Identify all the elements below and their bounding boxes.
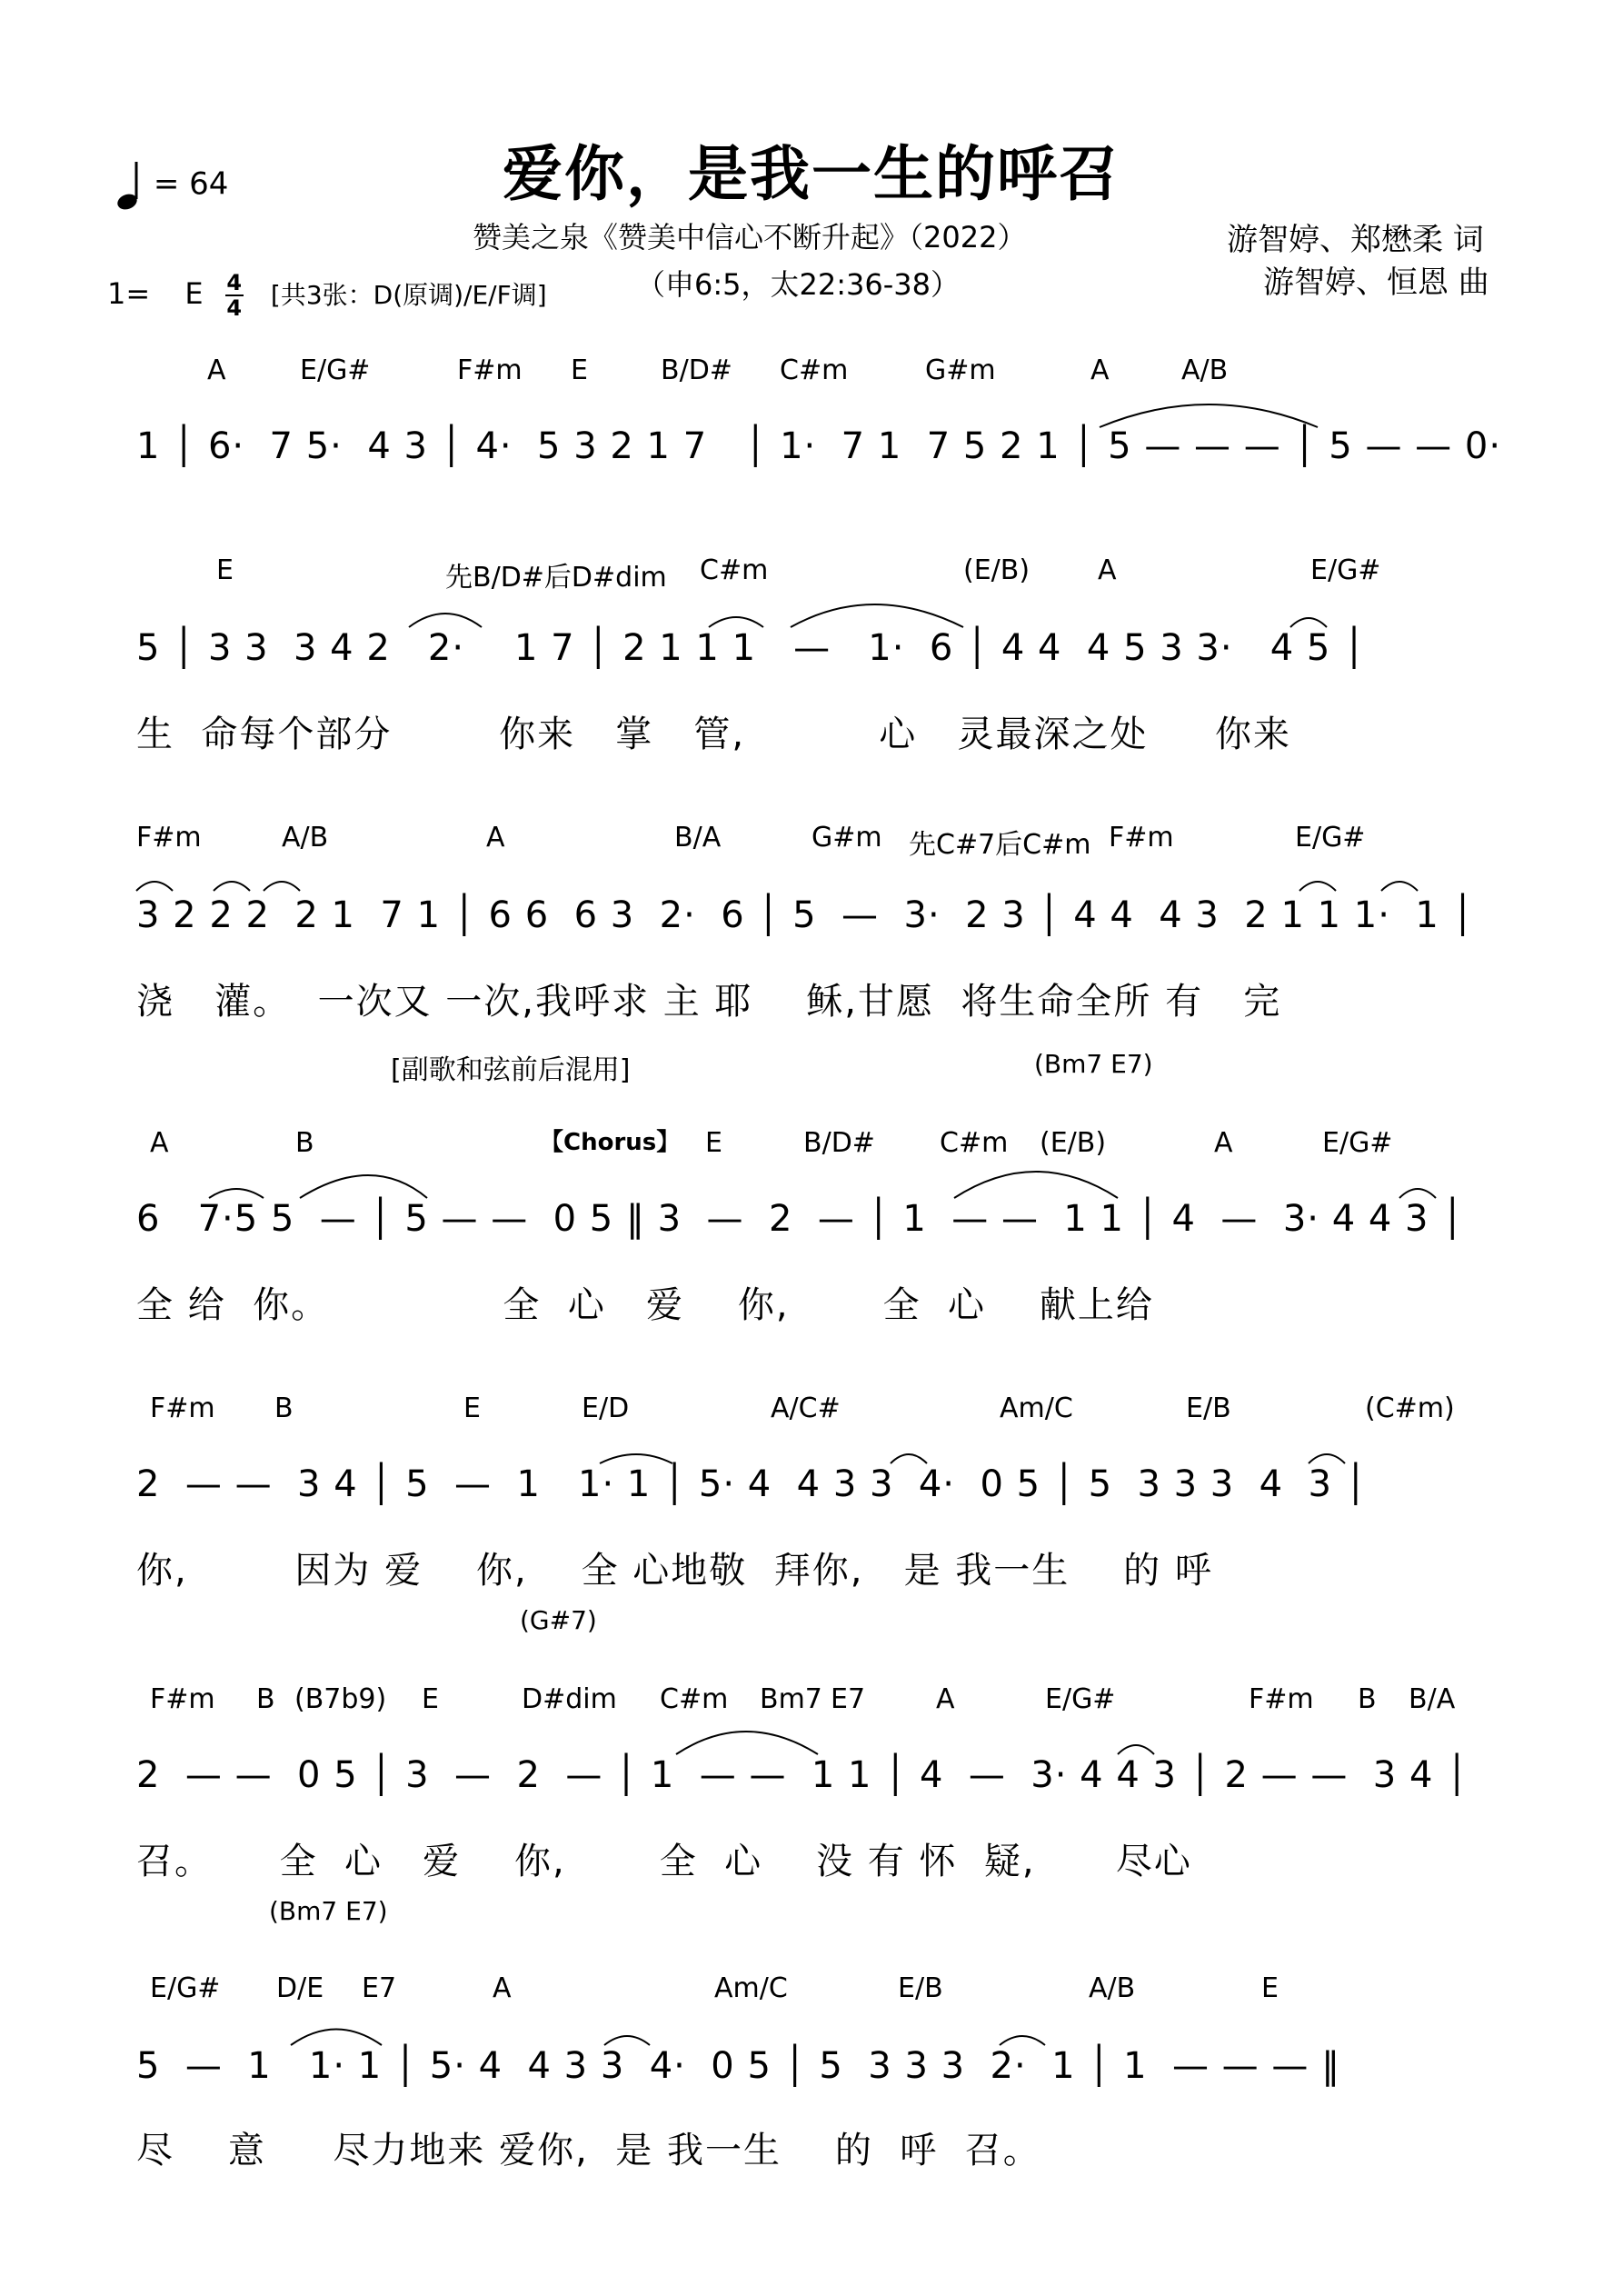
chord-symbol: A/B [1089, 1972, 1136, 2004]
notation-line: 6 7·5 5 — │ 5 — — 0 5 ‖ 3 — 2 — │ 1 — — 1 1 │ 4 — 3· 4 4 3 │ [136, 1198, 1465, 1240]
alternate-chords: (Bm7 E7) [269, 1896, 388, 1926]
chord-symbol: A [493, 1972, 512, 2004]
chorus-label: 【Chorus】 [540, 1129, 681, 1156]
chord-symbol: C#m [940, 1127, 1009, 1159]
chord-symbol: (E/B) [1040, 1127, 1107, 1159]
chord-symbol: (C#m) [1365, 1393, 1455, 1424]
album-info: 赞美之泉《赞美中信心不断升起》（2022） [473, 220, 1027, 255]
alternate-chords: (Bm7 E7) [1034, 1049, 1153, 1079]
song-title: 爱你，是我一生的呼召 [503, 139, 1120, 209]
chord-symbol: B [295, 1127, 314, 1159]
chord-symbol: F#m [457, 354, 523, 386]
chord-symbol: (E/B) [963, 554, 1031, 586]
chorus-chord-note: [副歌和弦前后混用] [391, 1054, 631, 1086]
chord-symbol: 先C#7后C#m [909, 829, 1091, 861]
slur-mark [600, 1454, 672, 1463]
quarter-note-icon [116, 160, 144, 211]
chord-symbol: Am/C [714, 1972, 788, 2004]
chord-symbol: E/G# [1295, 822, 1366, 854]
chord-symbol: E/G# [1310, 554, 1381, 586]
slur-mark [954, 1172, 1118, 1198]
lyrics-line: 你, 因为 爱 你, 全 心地敬 拜你, 是 我一生 的 呼 [136, 1550, 1213, 1592]
tempo-marking [116, 160, 228, 211]
chord-symbol: C#m [700, 554, 769, 586]
slur-mark [214, 882, 250, 891]
chord-symbol: E/G# [1322, 1127, 1393, 1159]
chord-symbol: C#m [660, 1683, 729, 1715]
chord-symbol: A/B [1181, 354, 1229, 386]
slur-mark [291, 2030, 382, 2046]
chord-symbol: G#m [812, 822, 882, 854]
slur-mark [1309, 1454, 1345, 1463]
slur-mark [1100, 404, 1318, 427]
slur-mark [209, 1189, 264, 1198]
slur-mark [1299, 882, 1336, 891]
chord-symbol: E/B [898, 1972, 943, 2004]
chord-symbol: E/G# [300, 354, 371, 386]
notation-line: 3 2 2 2 2 1 7 1 │ 6 6 6 3 2· 6 │ 5 — 3· 2 3 │ 4 4 4 3 2 1 1 1· 1 │ [136, 894, 1475, 936]
chord-symbol: B/D# [803, 1127, 875, 1159]
lyrics-line: 召。 全 心 爱 你, 全 心 没 有 怀 疑, 尽心 [136, 1841, 1192, 1882]
notation-line: 5 │ 3 3 3 4 2 2· 1 7 │ 2 1 1 1 — 1· 6 │ 4 4 4 5 3 3· 4 5 │ [136, 627, 1367, 669]
chord-symbol: A [1090, 354, 1110, 386]
slur-mark [791, 604, 963, 627]
chord-symbol: E/G# [1045, 1683, 1116, 1715]
chord-symbol: D#dim [522, 1683, 617, 1715]
alternate-chord: (G#7) [520, 1605, 597, 1635]
chord-symbol: A [207, 354, 226, 386]
chord-symbol: Bm7 [760, 1683, 822, 1715]
notation-line: 2 — — 0 5 │ 3 — 2 — │ 1 — — 1 1 │ 4 — 3· 4 4 3 │ 2 — — 3 4 │ [136, 1754, 1469, 1796]
chord-symbol: E/D [582, 1393, 630, 1424]
composer-credit: 游智婷、恒恩 曲 [1263, 265, 1489, 301]
slur-mark [891, 1454, 927, 1463]
slur-mark [1000, 2036, 1045, 2045]
chord-symbol: A [1214, 1127, 1233, 1159]
chord-symbol: F#m [150, 1393, 215, 1424]
chord-symbol: A [1098, 554, 1117, 586]
time-signature: $\frac{4}{4}$ [226, 270, 243, 321]
chord-symbol: F#m [1109, 822, 1174, 854]
chord-symbol: E [422, 1683, 439, 1715]
slur-mark [1290, 618, 1327, 627]
chord-symbol: E [705, 1127, 722, 1159]
chord-symbol: A [486, 822, 505, 854]
chord-symbol: E7 [362, 1972, 397, 2004]
chord-symbol: E/G# [150, 1972, 221, 2004]
chord-symbol: A/B [282, 822, 329, 854]
chord-symbol: F#m [150, 1683, 215, 1715]
chord-symbol: E [1261, 1972, 1279, 2004]
key-signature [107, 271, 547, 320]
chord-symbol: E/B [1186, 1393, 1231, 1424]
chord-symbol: A/C# [771, 1393, 841, 1424]
chord-symbol: B/A [1409, 1683, 1456, 1715]
chord-symbol: B [274, 1393, 294, 1424]
chord-symbol: B [1358, 1683, 1377, 1715]
slur-mark [676, 1732, 818, 1754]
lyrics-line: 生 命每个部分 你来 掌 管, 心 灵最深之处 你来 [136, 714, 1292, 755]
slur-mark [709, 617, 763, 627]
chord-symbol: E7 [831, 1683, 866, 1715]
key-name: E [184, 276, 204, 311]
chord-symbol: E [216, 554, 234, 586]
lyrics-line: 全 给 你。 全 心 爱 你, 全 心 献上给 [136, 1284, 1154, 1326]
slur-mark [1381, 882, 1418, 891]
scripture-reference: （申6:5，太22:36-38） [636, 267, 960, 302]
notation-line: 5 — 1 1· 1 │ 5· 4 4 3 3 4· 0 5 │ 5 3 3 3 2· 1 │ 1 — — — ‖ [136, 2045, 1341, 2087]
slur-mark [264, 882, 300, 891]
chord-symbol: B/D# [661, 354, 732, 386]
chord-symbol: Am/C [1000, 1393, 1073, 1424]
chord-symbol: E [571, 354, 588, 386]
chord-symbol: B/A [674, 822, 722, 854]
lyrics-line: 尽 意 尽力地来 爱你, 是 我一生 的 呼 召。 [136, 2130, 1041, 2171]
lyricist-credit: 游智婷、郑懋柔 词 [1227, 222, 1484, 258]
slur-mark [604, 2036, 650, 2045]
chord-symbol: F#m [1249, 1683, 1314, 1715]
chord-symbol: D/E [276, 1972, 324, 2004]
chord-symbol: G#m [925, 354, 996, 386]
chord-symbol: (B7b9) [294, 1683, 387, 1715]
key-prefix: 1= [107, 276, 151, 311]
chord-symbol: E [463, 1393, 481, 1424]
key-note: [共3张：D(原调)/E/F调] [270, 280, 547, 310]
chord-symbol: F#m [136, 822, 202, 854]
chord-symbol: A [150, 1127, 169, 1159]
lyrics-line: 浇 灌。 一次又 一次,我呼求 主 耶 稣,甘愿 将生命全所 有 完 [136, 981, 1282, 1023]
tempo-value: = 64 [153, 165, 229, 203]
slur-mark [1399, 1189, 1436, 1198]
chord-symbol: B [256, 1683, 275, 1715]
notation-line: 2 — — 3 4 │ 5 — 1 1· 1 │ 5· 4 4 3 3 4· 0 5 │ 5 3 3 3 4 3 │ [136, 1463, 1368, 1505]
chord-symbol: C#m [780, 354, 849, 386]
chord-symbol: 先B/D#后D#dim [445, 562, 667, 594]
slur-mark [300, 1175, 427, 1198]
notation-line: 1 │ 6· 7 5· 4 3 │ 4· 5 3 2 1 7 │ 1· 7 1 7 5 2 1 │ 5 — — — │ 5 — — 0· [136, 425, 1502, 467]
slur-mark [136, 882, 173, 891]
chord-symbol: A [936, 1683, 955, 1715]
slur-mark [409, 614, 482, 627]
slur-mark [1118, 1745, 1154, 1754]
